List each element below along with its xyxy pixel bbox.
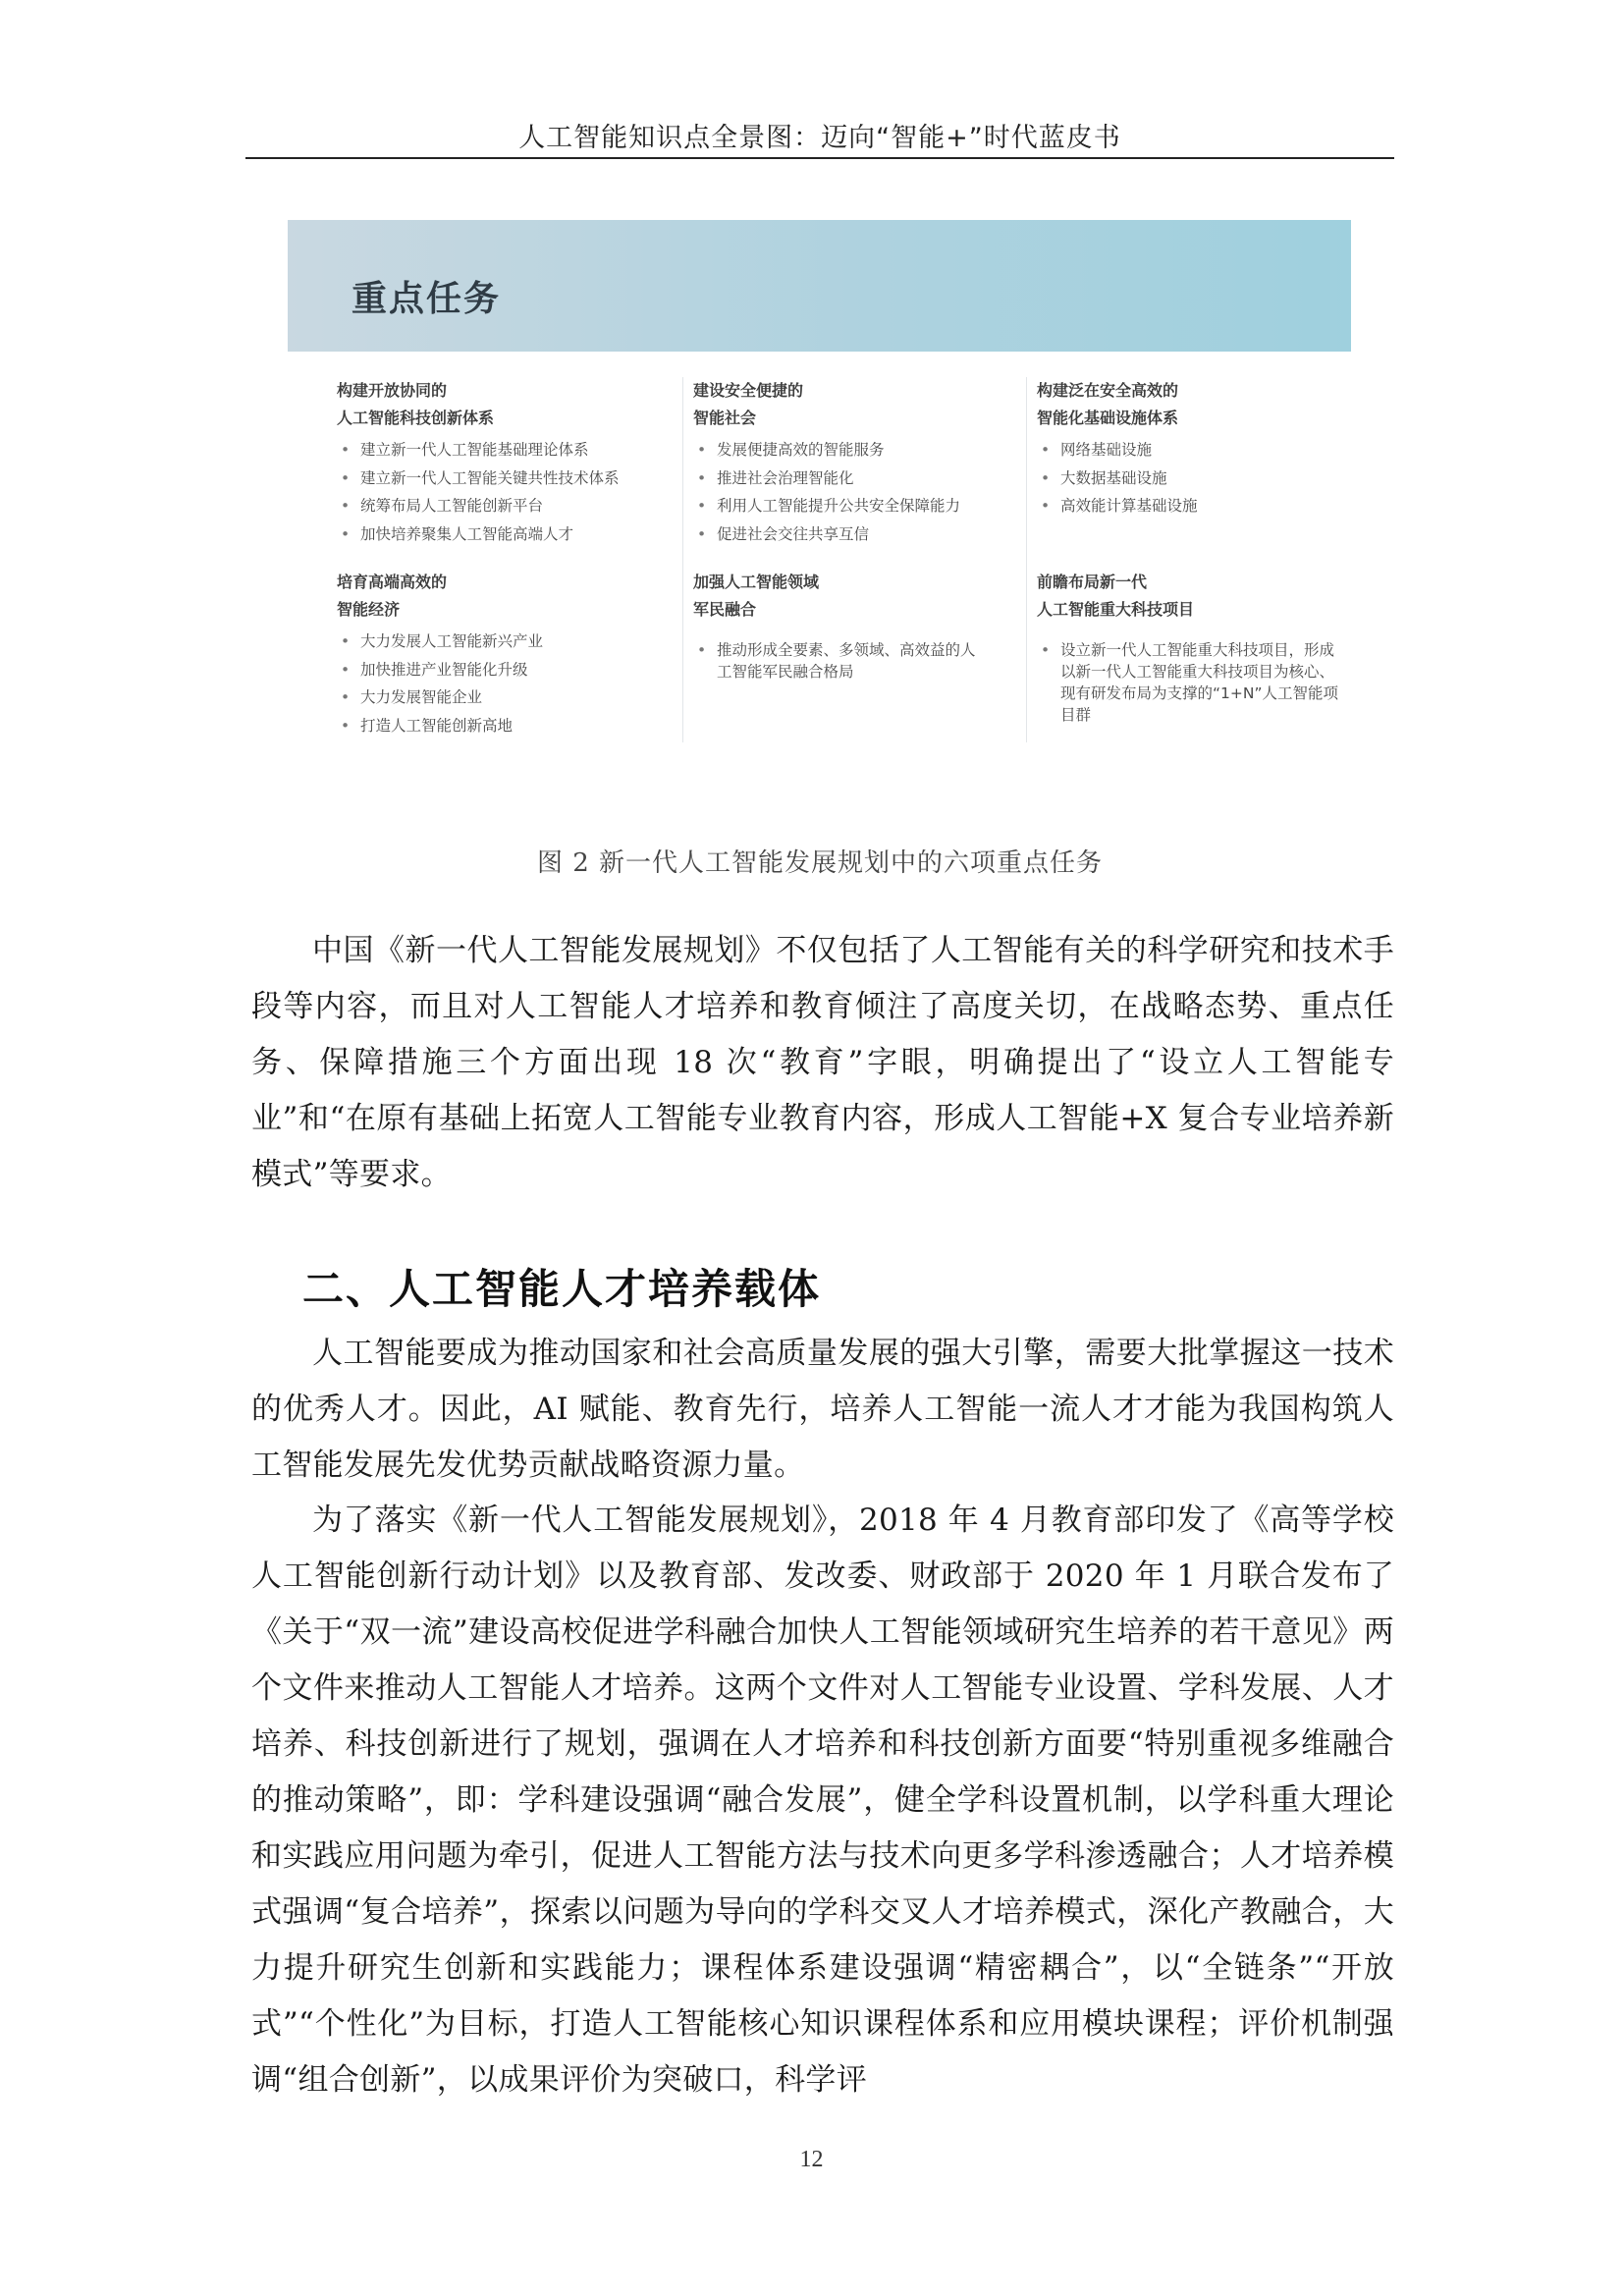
task-item: • 促进社会交往共享互信 [693, 520, 960, 549]
task-item: • 大力发展人工智能新兴产业 [337, 628, 543, 656]
task-item: • 高效能计算基础设施 [1037, 492, 1198, 520]
task-item: • 设立新一代人工智能重大科技项目，形成以新一代人工智能重大科技项目为核心、现有研发布局为支撑的“1+N”人工智能项目群 [1037, 639, 1346, 726]
running-header: 人工智能知识点全景图：迈向“智能+”时代蓝皮书 [518, 123, 1121, 153]
task-item: • 打造人工智能创新高地 [337, 712, 543, 740]
task-group [337, 377, 620, 548]
task-item: • 大数据基础设施 [1037, 465, 1198, 493]
task-item: • 加快培养聚集人工智能高端人才 [337, 520, 620, 549]
task-item: • 推进社会治理智能化 [693, 465, 960, 493]
task-item: • 建立新一代人工智能基础理论体系 [337, 436, 620, 465]
task-item: • 利用人工智能提升公共安全保障能力 [693, 492, 960, 520]
task-group-title: 建设安全便捷的 智能社会 [693, 381, 804, 427]
figure-column-2 [682, 377, 1017, 742]
task-group [337, 569, 543, 739]
task-item: • 加快推进产业智能化升级 [337, 656, 543, 684]
figure-caption: 图 2 新一代人工智能发展规划中的六项重点任务 [536, 848, 1104, 878]
header-rule [245, 157, 1394, 159]
task-item: • 建立新一代人工智能关键共性技术体系 [337, 465, 620, 493]
body-paragraph: 为了落实《新一代人工智能发展规划》，2018 年 4 月教育部印发了《高等学校人工智能创新行动计划》以及教育部、发改委、财政部于 2020 年 1 月联合发布了《关于“双一流”建设高校促进学科融合加快人工智能领域研究生培养的若干意见》两个文件来推动人工智能人才培养。这两个文件对人工智能专业设置、学科发展、人才培养、科技创新进行了规划，强调在人才培养和科技创新方面要“特别重视多维融合的推动策略”，即：学科建设强调“融合发展”，健全学科设置机制，以学科重大理论和实践应用问题为牵引，促进人工智能方法与技术向更多学科渗透融合；人才培养模式强调“复合培养”，探索以问题为导向的学科交叉人才培养模式，深化产教融合，大力提升研究生创新和实践能力；课程体系建设强调“精密耦合”，以“全链条”“开放式”“个性化”为目标，打造人工智能核心知识课程体系和应用模块课程；评价机制强调“组合创新”，以成果评价为突破口，科学评 [251, 1503, 1394, 2098]
task-group-title: 前瞻布局新一代 人工智能重大科技项目 [1037, 573, 1195, 619]
task-group [693, 569, 988, 683]
page-number: 12 [799, 2147, 824, 2172]
key-tasks-figure [288, 220, 1351, 742]
body-paragraph: 中国《新一代人工智能发展规划》不仅包括了人工智能有关的科学研究和技术手段等内容，而且对人工智能人才培养和教育倾注了高度关切，在战略态势、重点任务、保障措施三个方面出现 18 次“教育”字眼，明确提出了“设立人工智能专业”和“在原有基础上拓宽人工智能专业教育内容，形成人工智能+X 复合专业培养新模式”等要求。 [251, 933, 1394, 1192]
task-item: • 推动形成全要素、多领域、高效益的人工智能军民融合格局 [693, 639, 988, 683]
figure-column-1 [337, 377, 661, 742]
figure-column-3 [1026, 377, 1351, 742]
task-group-title: 培育高端高效的 智能经济 [337, 573, 448, 619]
task-group [693, 377, 960, 548]
task-item: • 发展便捷高效的智能服务 [693, 436, 960, 465]
task-group-title: 加强人工智能领域 军民融合 [693, 573, 820, 619]
task-group-title: 构建开放协同的 人工智能科技创新体系 [337, 381, 495, 427]
task-group [1037, 569, 1346, 726]
figure-banner [288, 220, 1351, 352]
figure-banner-title: 重点任务 [352, 279, 502, 319]
section-heading: 二、人工智能人才培养载体 [302, 1265, 822, 1313]
task-group [1037, 377, 1198, 520]
body-paragraph: 人工智能要成为推动国家和社会高质量发展的强大引擎，需要大批掌握这一技术的优秀人才。因此，AI 赋能、教育先行，培养人工智能一流人才才能为我国构筑人工智能发展先发优势贡献战略资源力量。 [251, 1336, 1394, 1483]
task-group-title: 构建泛在安全高效的 智能化基础设施体系 [1037, 381, 1179, 427]
task-item: • 网络基础设施 [1037, 436, 1198, 465]
task-item: • 统筹布局人工智能创新平台 [337, 492, 620, 520]
task-item: • 大力发展智能企业 [337, 683, 543, 712]
